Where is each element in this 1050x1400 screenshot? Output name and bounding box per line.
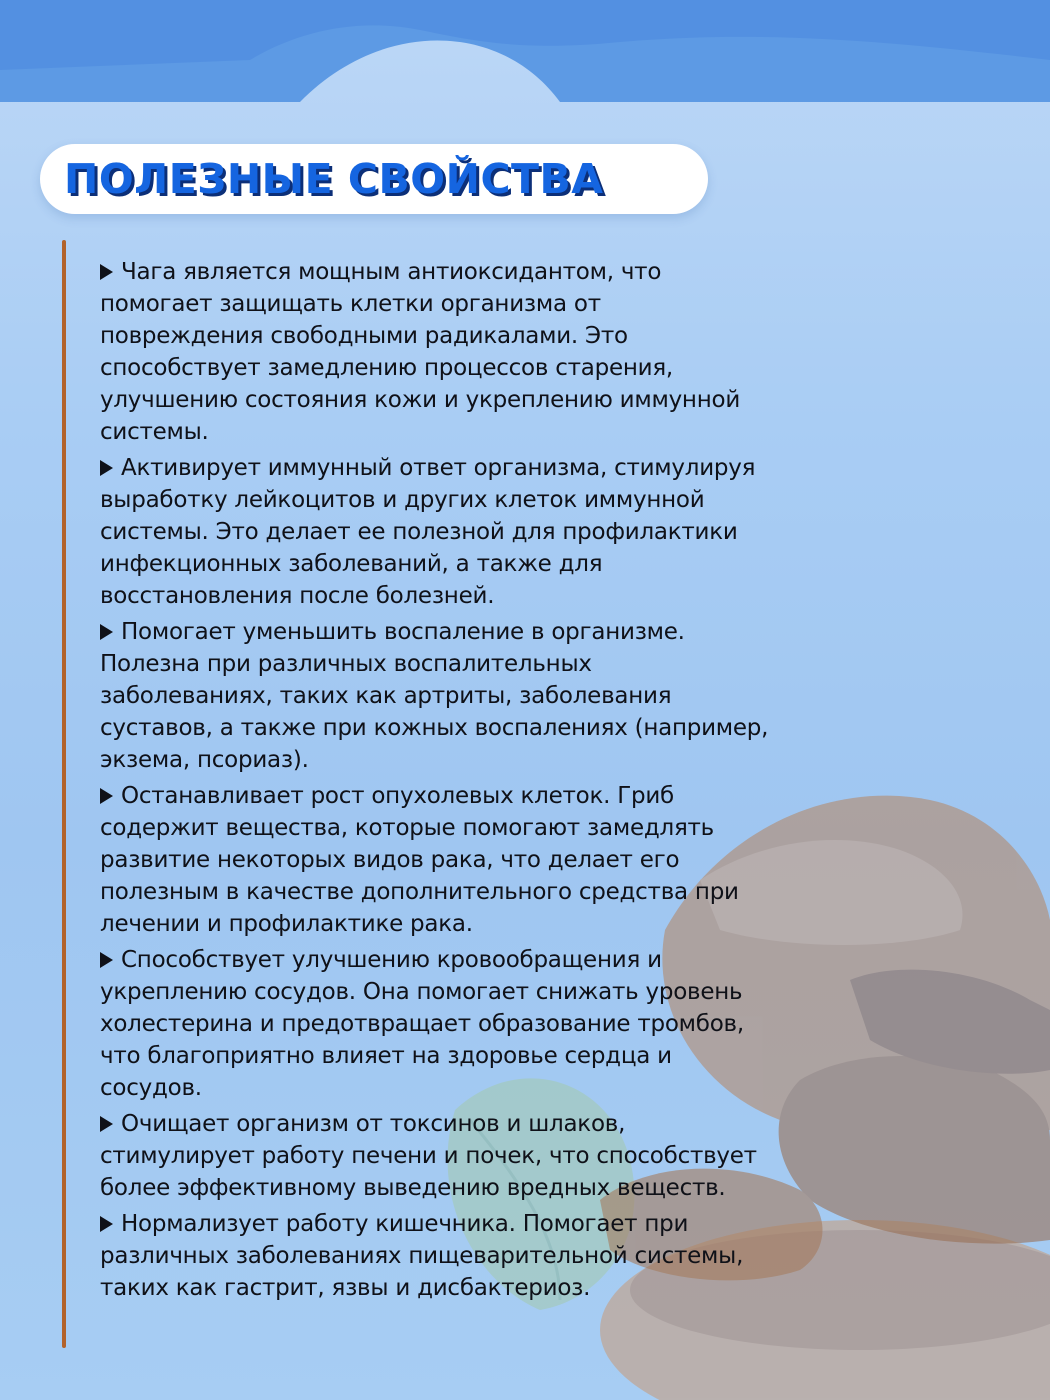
property-line: Активирует иммунный ответ организма, стимулируя (121, 455, 756, 481)
property-item (100, 780, 1000, 940)
property-line: развитие некоторых видов рака, что делает его (100, 847, 680, 873)
property-item (100, 256, 1000, 448)
property-line: заболеваниях, таких как артриты, заболевания (100, 683, 672, 709)
property-item (100, 452, 1000, 612)
property-line: инфекционных заболеваний, а также для (100, 551, 603, 577)
property-line: содержит вещества, которые помогают замедлять (100, 815, 714, 841)
properties-list (100, 256, 1000, 1308)
triangle-right-icon (100, 460, 113, 476)
property-line: Чага является мощным антиоксидантом, что (121, 259, 662, 285)
property-line: Полезна при различных воспалительных (100, 651, 592, 677)
property-line: различных заболеваниях пищеварительной системы, (100, 1243, 744, 1269)
property-line: более эффективному выведению вредных веществ. (100, 1175, 726, 1201)
property-line: сосудов. (100, 1075, 202, 1101)
property-line: выработку лейкоцитов и других клеток иммунной (100, 487, 705, 513)
property-line: таких как гастрит, язвы и дисбактериоз. (100, 1275, 591, 1301)
property-line: Нормализует работу кишечника. Помогает при (121, 1211, 689, 1237)
property-line: холестерина и предотвращает образование тромбов, (100, 1011, 744, 1037)
property-line: укреплению сосудов. Она помогает снижать уровень (100, 979, 743, 1005)
triangle-right-icon (100, 264, 113, 280)
title-banner (40, 144, 708, 214)
property-line: Помогает уменьшить воспаление в организме. (121, 619, 685, 645)
property-line: системы. (100, 419, 209, 445)
property-line: суставов, а также при кожных воспалениях (например, (100, 715, 769, 741)
property-line: помогает защищать клетки организма от (100, 291, 601, 317)
property-line: Очищает организм от токсинов и шлаков, (121, 1111, 626, 1137)
page-title: ПОЛЕЗНЫЕ СВОЙСТВА (64, 155, 604, 203)
property-line: повреждения свободными радикалами. Это (100, 323, 628, 349)
property-line: экзема, псориаз). (100, 747, 309, 773)
property-line: Останавливает рост опухолевых клеток. Гриб (121, 783, 674, 809)
property-line: полезным в качестве дополнительного средства при (100, 879, 739, 905)
property-item (100, 616, 1000, 776)
property-line: стимулирует работу печени и почек, что способствует (100, 1143, 757, 1169)
triangle-right-icon (100, 788, 113, 804)
property-line: улучшению состояния кожи и укреплению иммунной (100, 387, 741, 413)
property-item (100, 944, 1000, 1104)
property-line: восстановления после болезней. (100, 583, 495, 609)
property-line: системы. Это делает ее полезной для профилактики (100, 519, 738, 545)
property-line: лечении и профилактике рака. (100, 911, 473, 937)
triangle-right-icon (100, 624, 113, 640)
property-line: что благоприятно влияет на здоровье сердца и (100, 1043, 672, 1069)
triangle-right-icon (100, 1216, 113, 1232)
accent-bar (62, 240, 66, 1348)
triangle-right-icon (100, 1116, 113, 1132)
property-line: Способствует улучшению кровообращения и (121, 947, 662, 973)
property-item (100, 1108, 1000, 1204)
property-item (100, 1208, 1000, 1304)
property-line: способствует замедлению процессов старения, (100, 355, 673, 381)
triangle-right-icon (100, 952, 113, 968)
